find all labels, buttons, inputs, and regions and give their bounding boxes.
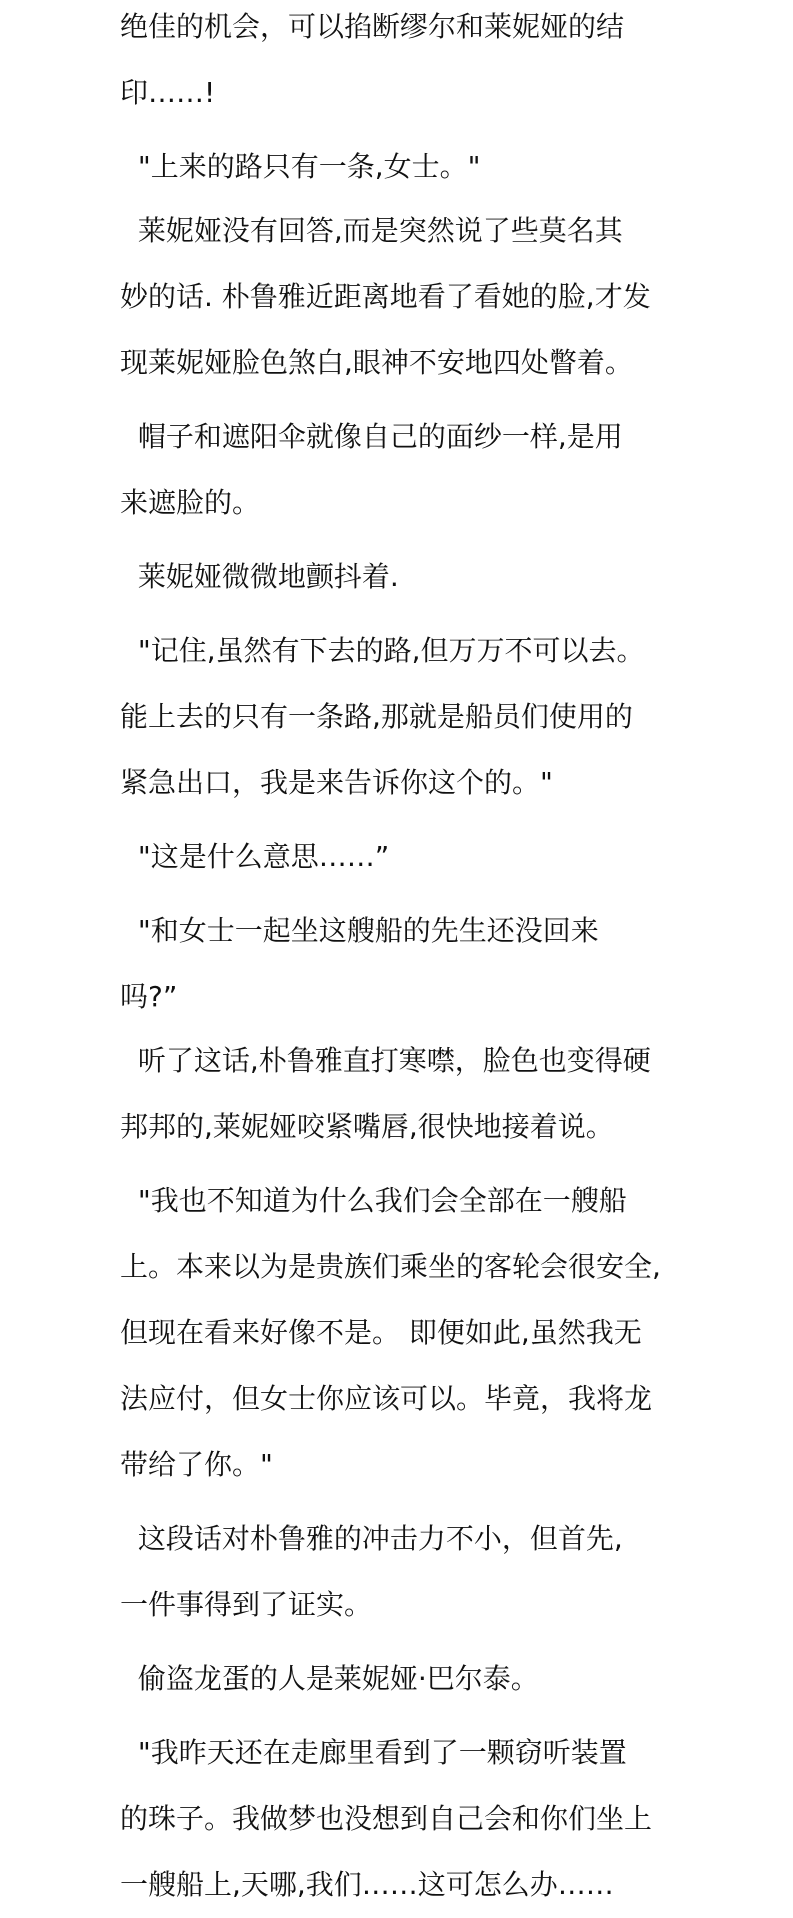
paragraph: 帽子和遮阳伞就像自己的面纱一样,是用 来遮脸的。 bbox=[120, 420, 623, 519]
paragraph: 绝佳的机会，可以掐断缪尔和莱妮娅的结 印……! bbox=[120, 10, 625, 109]
paragraph: 莱妮娅微微地颤抖着. bbox=[120, 560, 399, 593]
paragraph: 这段话对朴鲁雅的冲击力不小，但首先, 一件事得到了证实。 bbox=[120, 1522, 623, 1621]
paragraph: 听了这话,朴鲁雅直打寒噤，脸色也变得硬 邦邦的,莱妮娅咬紧嘴唇,很快地接着说。 bbox=[120, 1044, 651, 1143]
paragraph: "我也不知道为什么我们会全部在一艘船 上。本来以为是贵族们乘坐的客轮会很安全, 但现在看来好像不是。 即便如此,虽然我无 法应付，但女士你应该可以。毕竟，我将龙 带给了你。" bbox=[120, 1184, 661, 1481]
paragraph: 莱妮娅没有回答,而是突然说了些莫名其 妙的话. 朴鲁雅近距离地看了看她的脸,才发 现莱妮娅脸色煞白,眼神不安地四处瞥着。 bbox=[120, 214, 651, 379]
document-page bbox=[120, 0, 720, 1918]
paragraph: 偷盗龙蛋的人是莱妮娅·巴尔泰。 bbox=[120, 1662, 539, 1695]
paragraph: "和女士一起坐这艘船的先生还没回来 吗?” bbox=[120, 914, 599, 1013]
paragraph: "上来的路只有一条,女士。" bbox=[120, 150, 481, 183]
paragraph: "记住,虽然有下去的路,但万万不可以去。 能上去的只有一条路,那就是船员们使用的 紧急出口，我是来告诉你这个的。" bbox=[120, 634, 645, 799]
paragraph: "我昨天还在走廊里看到了一颗窃听装置 的珠子。我做梦也没想到自己会和你们坐上 一艘船上,天哪,我们……这可怎么办…… bbox=[120, 1736, 653, 1901]
paragraph: "这是什么意思……” bbox=[120, 840, 390, 873]
